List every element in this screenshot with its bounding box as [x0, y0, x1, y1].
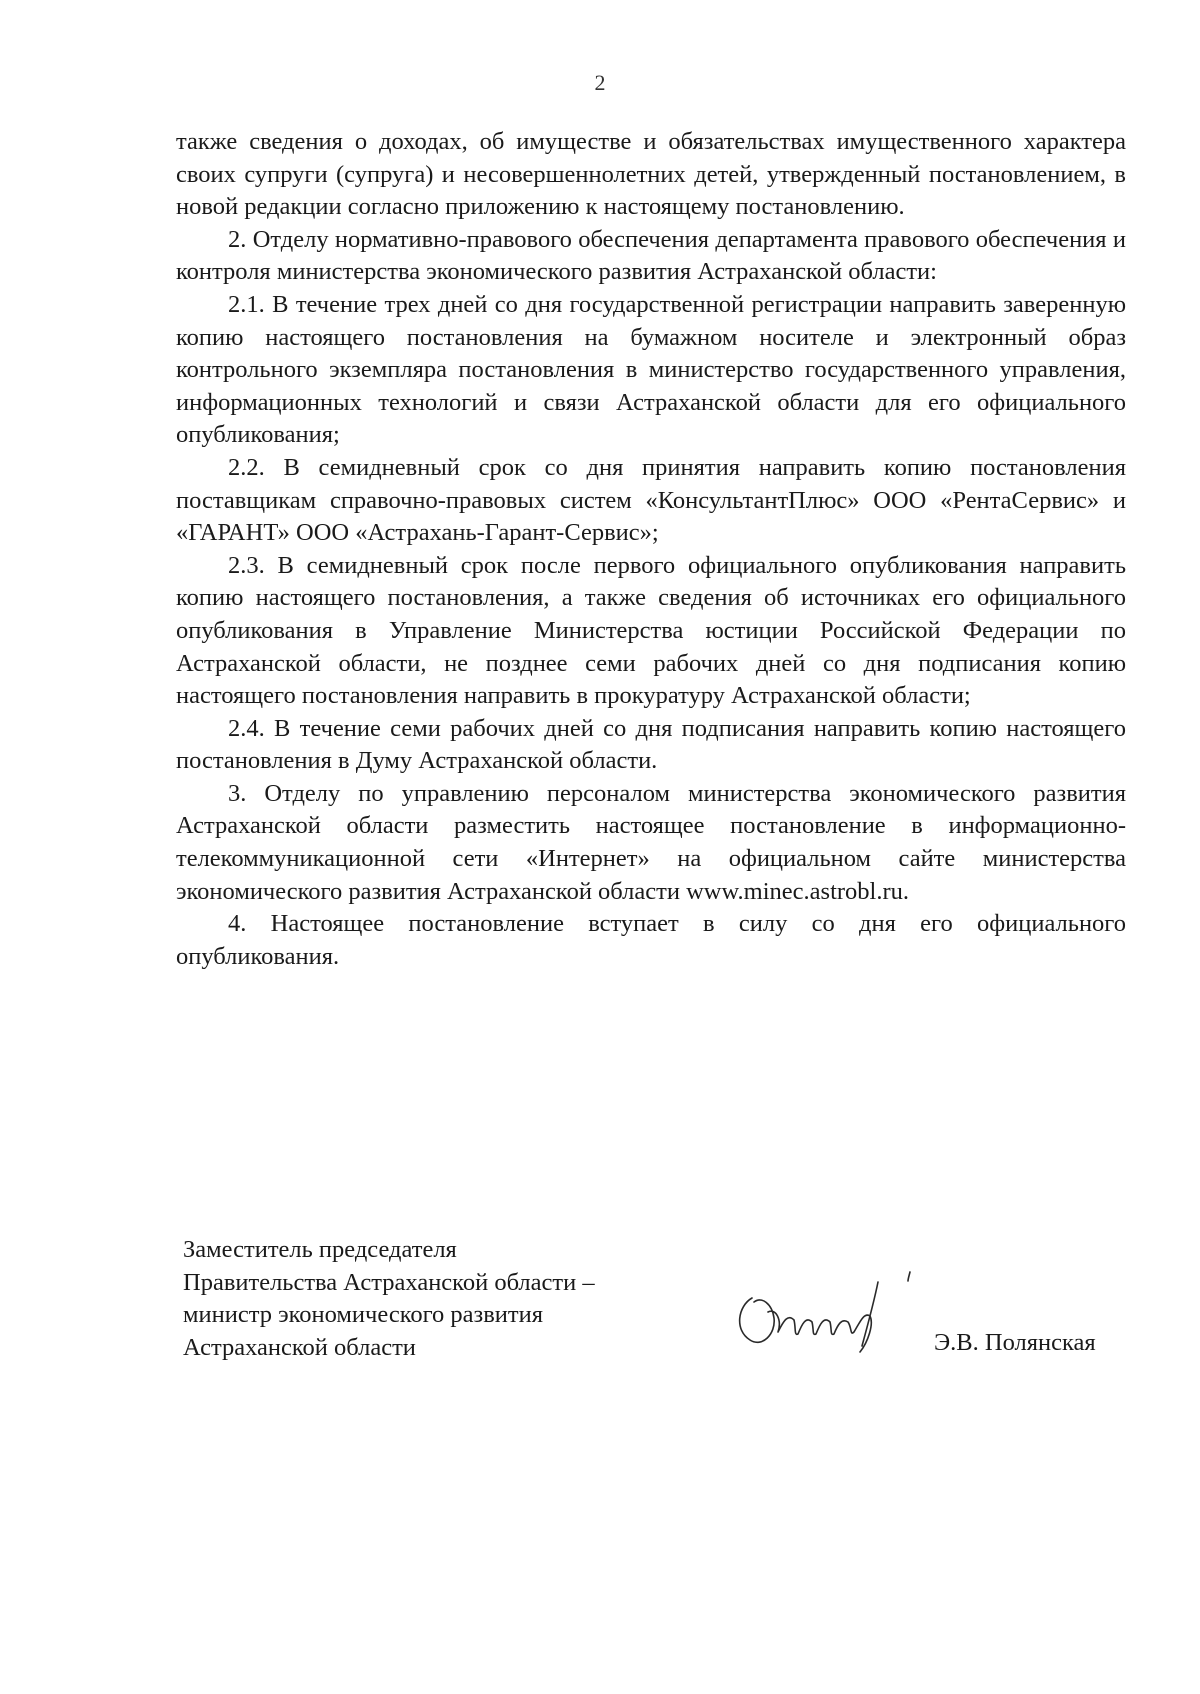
paragraph-item-2-3: 2.3. В семидневный срок после первого официального опубликования направить копию настоящего постановления, а также сведения об источниках его официального опубликования в Управление Министерства юстиции Российской Федерации по Астраханской области, не позднее семи рабочих дней со дня подписания копию настоящего постановления направить в прокуратуру Астраханской области;: [176, 551, 1126, 710]
signatory-position-line: Заместитель председателя: [183, 1236, 457, 1263]
paragraph-item-2: 2. Отделу нормативно-правового обеспечения департамента правового обеспечения и контроля министерства экономического развития Астраханской области:: [176, 225, 1126, 286]
paragraph-item-2-2: 2.2. В семидневный срок со дня принятия направить копию постановления поставщикам справочно-правовых систем «КонсультантПлюс» ООО «РентаСервис» и «ГАРАНТ» ООО «Астрахань-Гарант-Сервис»;: [176, 453, 1126, 547]
paragraph-item-4: 4. Настоящее постановление вступает в силу со дня его официального опубликования.: [176, 910, 1126, 970]
signatory-position: [183, 1234, 595, 1364]
signatory-position-line: Астраханской области: [183, 1333, 416, 1361]
page-number: 2: [594, 70, 606, 95]
paragraph-item-2-4: 2.4. В течение семи рабочих дней со дня подписания направить копию настоящего постановления в Думу Астраханской области.: [176, 714, 1126, 775]
paragraph-continuation: также сведения о доходах, об имуществе и обязательствах имущественного характера своих супруги (супруга) и несовершеннолетних детей, утвержденный постановлением, в новой редакции согласно приложению к настоящему постановлению.: [176, 128, 1126, 221]
signatory-name: Э.В. Полянская: [934, 1329, 1096, 1356]
handwritten-signature: [728, 1268, 958, 1358]
document-body: [176, 126, 1126, 973]
signatory-position-line: министр экономического развития: [183, 1301, 543, 1328]
paragraph-item-3: 3. Отделу по управлению персоналом министерства экономического развития Астраханской области разместить настоящее постановление в информационно-телекоммуникационной сети «Интернет» на официальном сайте министерства экономического развития Астраханской области www.minec.astrobl.ru.: [176, 779, 1126, 905]
signatory-position-line: Правительства Астраханской области –: [183, 1268, 595, 1296]
paragraph-item-2-1: 2.1. В течение трех дней со дня государственной регистрации направить заверенную копию настоящего постановления на бумажном носителе и электронный образ контрольного экземпляра постановления в министерство государственного управления, информационных технологий и связи Астраханской области для его официального опубликования;: [176, 290, 1126, 449]
